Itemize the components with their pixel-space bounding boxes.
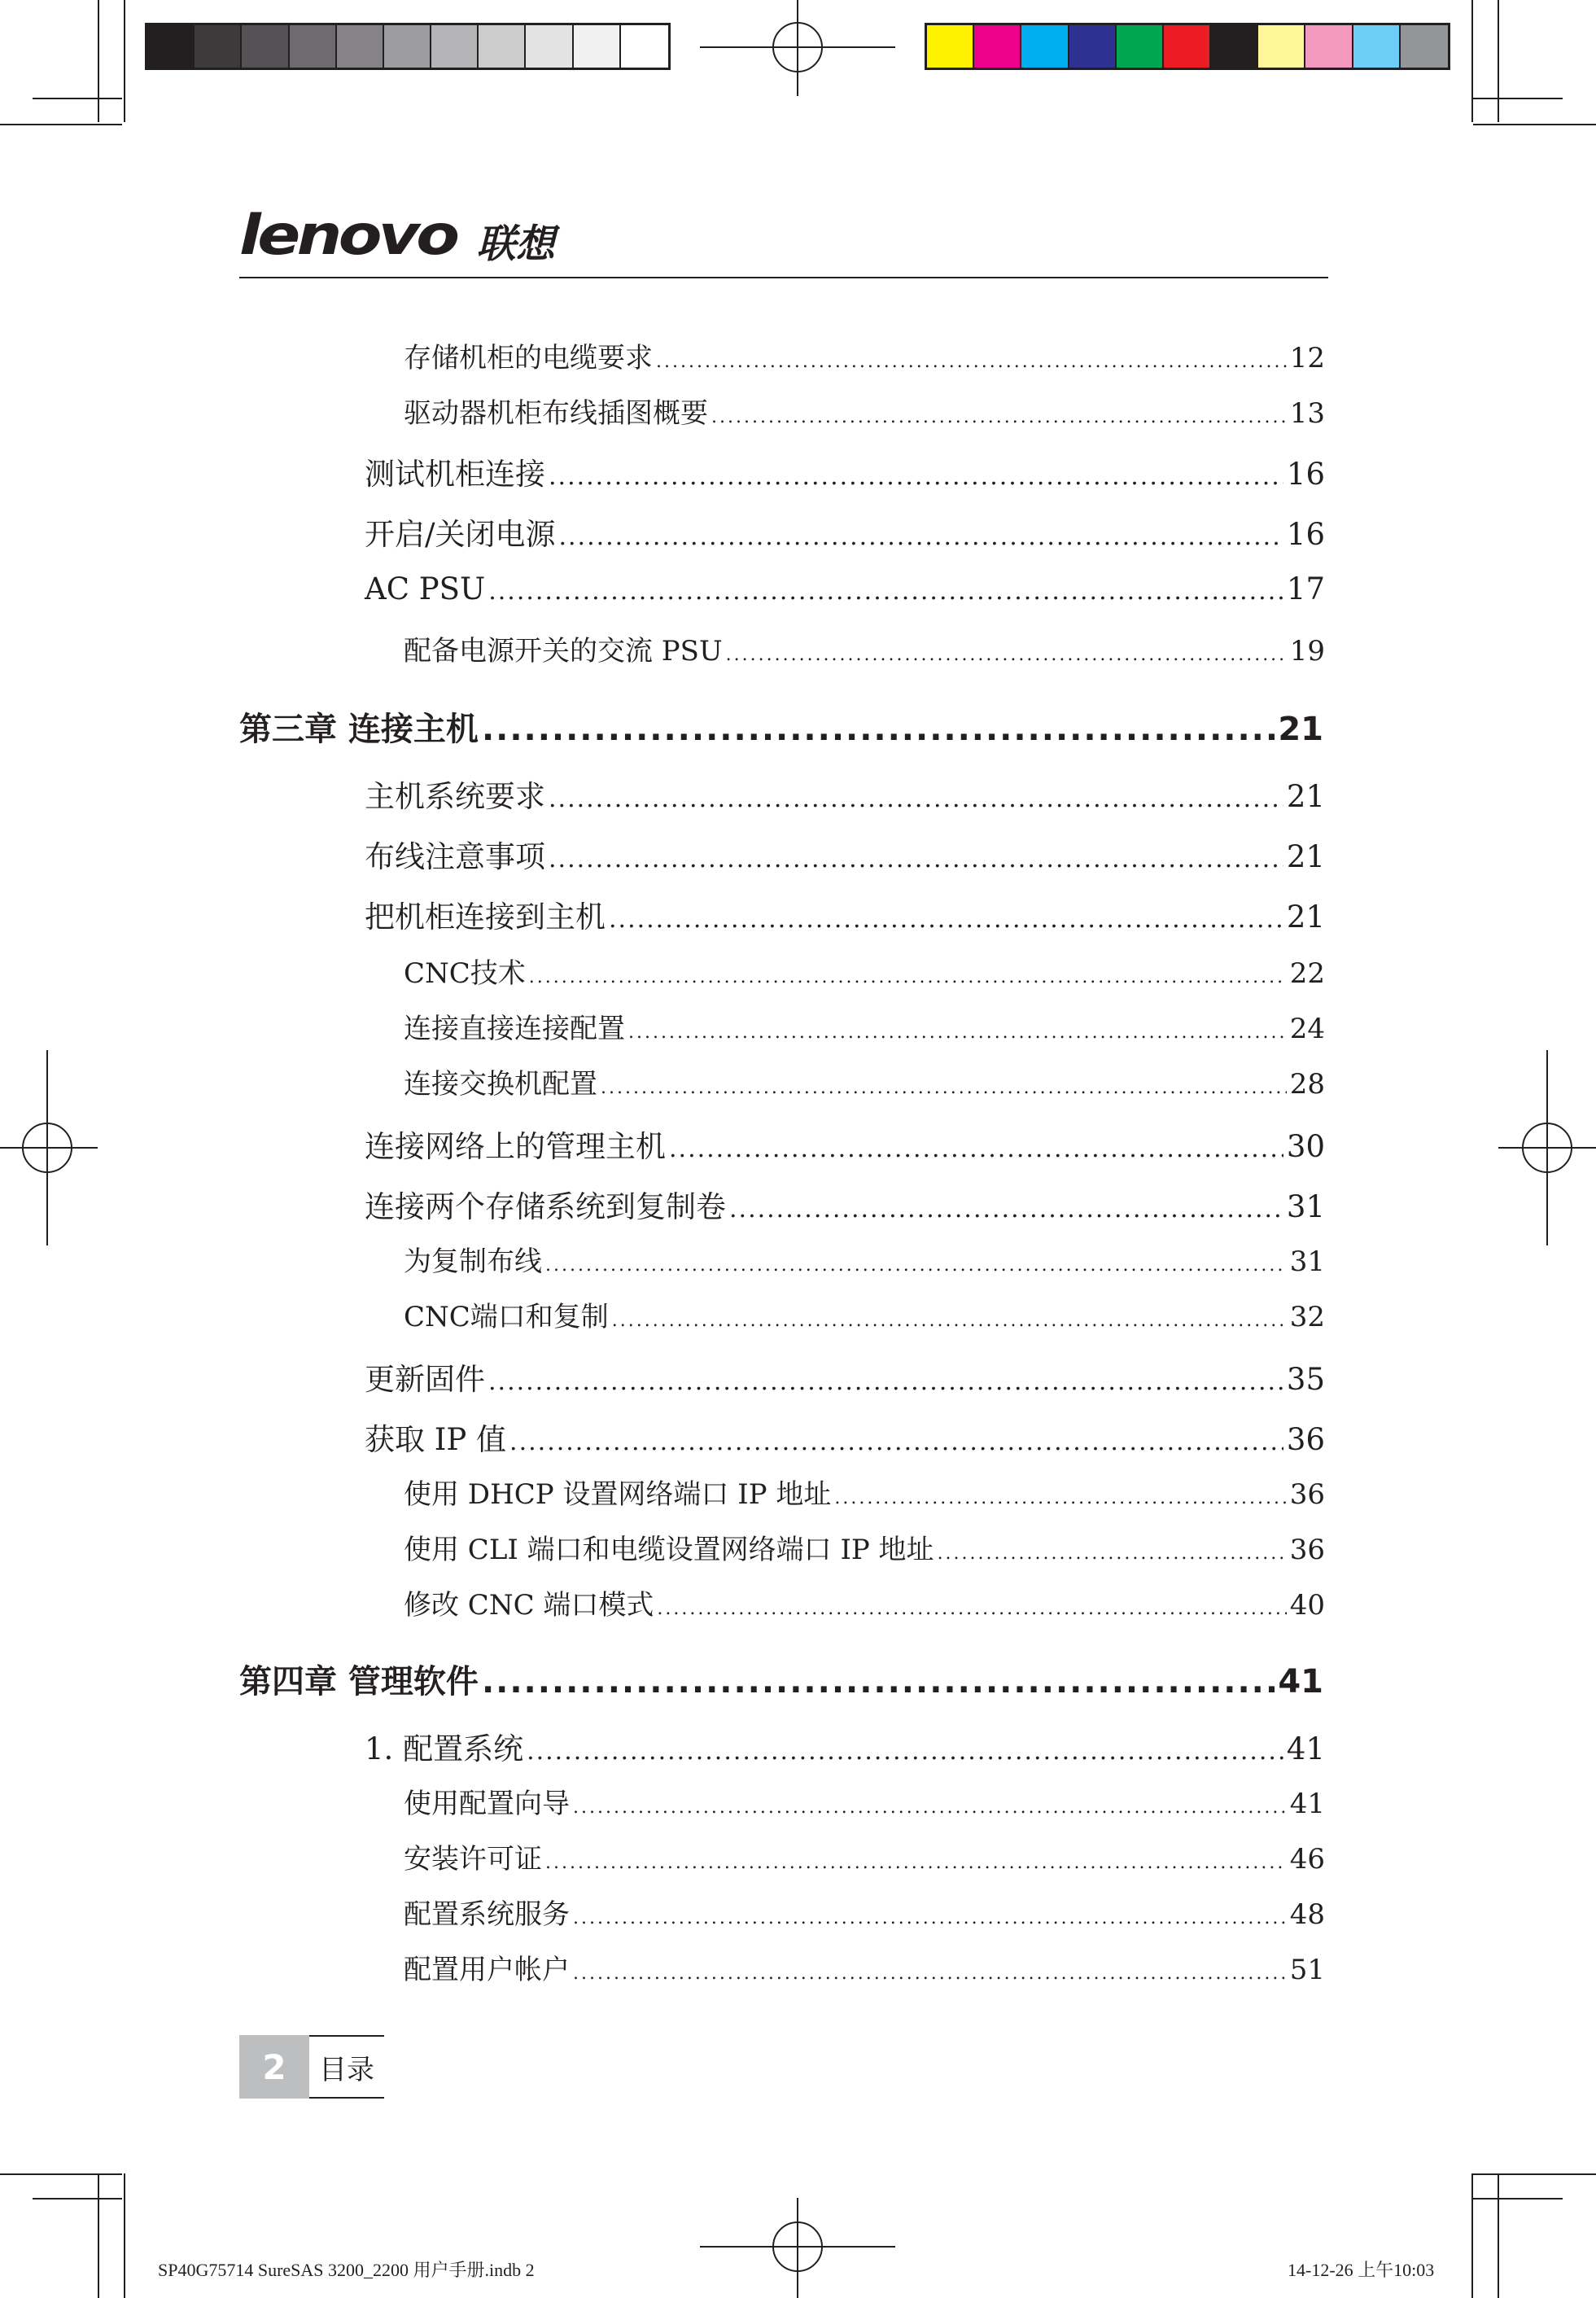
toc-entry-page: 36 <box>1289 1534 1325 1566</box>
toc-entry-page: 35 <box>1286 1362 1325 1397</box>
toc-entry-page: 21 <box>1286 779 1325 814</box>
toc-dot-leader <box>545 1255 1287 1276</box>
process-color-bar <box>925 23 1450 70</box>
crop-mark <box>1471 2173 1473 2298</box>
color-swatch <box>337 25 384 68</box>
crop-mark <box>1471 0 1473 122</box>
toc-dot-leader <box>938 1543 1287 1564</box>
toc-entry-title: 使用 DHCP 设置网络端口 IP 地址 <box>404 1478 832 1511</box>
toc-entry[interactable] <box>404 1892 1325 1932</box>
color-swatch <box>1021 25 1069 68</box>
toc-entry[interactable] <box>404 1582 1325 1622</box>
crop-mark <box>124 2173 125 2298</box>
color-swatch <box>1211 25 1258 68</box>
crop-mark <box>98 0 99 122</box>
toc-entry[interactable] <box>365 892 1325 936</box>
toc-dot-leader <box>488 577 1283 606</box>
toc-entry-page: 24 <box>1289 1013 1325 1045</box>
toc-entry-page: 41 <box>1289 1788 1325 1820</box>
toc-dot-leader <box>573 1797 1287 1818</box>
toc-dot-leader <box>573 1908 1287 1928</box>
toc-entry-title: 连接两个存储系统到复制卷 <box>365 1189 726 1224</box>
toc-entry-page: 21 <box>1286 839 1325 874</box>
toc-entry[interactable] <box>404 1294 1325 1334</box>
page-number: 2 <box>239 2035 309 2099</box>
toc-dot-leader <box>488 1368 1283 1396</box>
toc-dot-leader <box>657 1599 1286 1619</box>
toc-entry-title: AC PSU <box>365 571 486 606</box>
toc-entry[interactable] <box>404 951 1325 991</box>
toc-entry-title: 第三章 连接主机 <box>239 711 479 748</box>
crop-mark <box>1473 124 1596 125</box>
color-swatch <box>431 25 479 68</box>
toc-entry-page: 51 <box>1289 1954 1325 1986</box>
toc-dot-leader <box>509 1428 1283 1456</box>
toc-entry[interactable] <box>404 1947 1325 1987</box>
toc-entry-page: 41 <box>1278 1663 1323 1701</box>
toc-dot-leader <box>529 967 1287 987</box>
toc-entry-title: CNC端口和复制 <box>404 1301 609 1333</box>
toc-entry-page: 31 <box>1289 1245 1325 1278</box>
toc-entry-title: 为复制布线 <box>404 1245 542 1278</box>
color-swatch <box>927 25 974 68</box>
registration-mark-icon <box>700 0 895 98</box>
toc-entry-page: 32 <box>1289 1301 1325 1333</box>
toc-entry[interactable] <box>365 772 1325 816</box>
logo-wordmark: lenovo <box>239 204 457 268</box>
toc-entry-title: 驱动器机柜布线插图概要 <box>404 397 708 430</box>
toc-entry-page: 36 <box>1286 1422 1325 1457</box>
color-swatch <box>1164 25 1211 68</box>
toc-dot-leader <box>601 1078 1287 1098</box>
toc-entry[interactable] <box>404 628 1325 668</box>
toc-dot-leader <box>656 352 1287 372</box>
crop-mark <box>33 2198 122 2200</box>
registration-mark-icon <box>700 2198 895 2298</box>
toc-dot-leader <box>549 785 1283 813</box>
toc-dot-leader <box>573 1963 1287 1984</box>
color-swatch <box>1069 25 1117 68</box>
toc-entry-title: 连接直接连接配置 <box>404 1013 625 1045</box>
toc-entry-page: 17 <box>1286 571 1325 606</box>
toc-entry[interactable] <box>404 1781 1325 1821</box>
toc-entry-title: 主机系统要求 <box>365 779 545 814</box>
color-swatch <box>621 25 668 68</box>
toc-dot-leader <box>482 1663 1275 1701</box>
toc-entry-page: 16 <box>1286 457 1325 492</box>
toc-dot-leader <box>628 1022 1287 1043</box>
color-swatch <box>384 25 431 68</box>
color-swatch <box>290 25 337 68</box>
toc-entry-title: 更新固件 <box>365 1362 485 1397</box>
toc-entry-page: 40 <box>1289 1589 1325 1622</box>
toc-chapter-entry[interactable] <box>239 703 1323 750</box>
toc-entry-page: 21 <box>1278 711 1323 748</box>
toc-entry[interactable] <box>404 1006 1325 1046</box>
registration-mark-icon <box>0 1050 98 1245</box>
toc-entry-title: 安装许可证 <box>404 1843 542 1876</box>
toc-entry-page: 36 <box>1289 1478 1325 1511</box>
toc-entry-page: 22 <box>1289 957 1325 990</box>
crop-mark <box>98 2173 99 2298</box>
toc-dot-leader <box>482 711 1275 748</box>
crop-mark <box>1473 2173 1596 2175</box>
slug-filename: SP40G75714 SureSAS 3200_2200 用户手册.indb 2 <box>158 2260 535 2280</box>
toc-entry[interactable] <box>404 391 1325 431</box>
toc-entry-page: 28 <box>1289 1068 1325 1101</box>
toc-entry-page: 12 <box>1289 342 1325 374</box>
toc-entry[interactable] <box>365 832 1325 876</box>
crop-mark <box>1498 0 1499 122</box>
toc-entry[interactable] <box>365 1724 1325 1768</box>
toc-entry-title: 把机柜连接到主机 <box>365 900 606 935</box>
toc-entry-title: 配备电源开关的交流 PSU <box>404 635 723 668</box>
color-swatch <box>1353 25 1401 68</box>
toc-dot-leader <box>726 645 1287 665</box>
toc-entry-title: 存储机柜的电缆要求 <box>404 342 653 374</box>
color-swatch <box>242 25 289 68</box>
toc-dot-leader <box>549 845 1283 873</box>
toc-entry-title: 获取 IP 值 <box>365 1422 507 1457</box>
toc-entry[interactable] <box>365 1122 1325 1166</box>
toc-entry-title: CNC技术 <box>404 957 526 990</box>
toc-entry[interactable] <box>404 1061 1325 1101</box>
toc-entry-page: 16 <box>1286 517 1325 552</box>
toc-entry[interactable] <box>365 1355 1325 1398</box>
slug-timestamp: 14-12-26 上午10:03 <box>1288 2260 1435 2280</box>
toc-entry-title: 修改 CNC 端口模式 <box>404 1589 654 1622</box>
toc-entry[interactable] <box>365 510 1325 554</box>
grayscale-color-bar <box>145 23 671 70</box>
toc-entry-page: 13 <box>1289 397 1325 430</box>
toc-entry-title: 配置系统服务 <box>404 1898 570 1931</box>
toc-entry[interactable] <box>365 1182 1325 1226</box>
lenovo-logo <box>239 204 555 268</box>
toc-dot-leader <box>612 1311 1287 1331</box>
color-swatch <box>1258 25 1305 68</box>
crop-mark <box>33 98 122 99</box>
toc-dot-leader <box>527 1737 1283 1766</box>
color-swatch <box>574 25 621 68</box>
toc-entry-title: 开启/关闭电源 <box>365 517 556 552</box>
toc-dot-leader <box>711 407 1287 427</box>
toc-entry[interactable] <box>404 1836 1325 1876</box>
toc-entry-title: 第四章 管理软件 <box>239 1663 479 1701</box>
crop-mark <box>1473 98 1563 99</box>
toc-entry-title: 布线注意事项 <box>365 839 545 874</box>
crop-mark <box>0 124 122 125</box>
toc-entry-page: 30 <box>1286 1129 1325 1164</box>
crop-mark <box>0 2173 122 2175</box>
footer-tab <box>239 2035 384 2099</box>
toc-entry[interactable] <box>404 1239 1325 1279</box>
toc-entry[interactable] <box>404 335 1325 375</box>
toc-entry[interactable] <box>365 1415 1325 1459</box>
crop-mark <box>1498 2173 1499 2298</box>
toc-dot-leader <box>609 905 1283 934</box>
color-swatch <box>1401 25 1448 68</box>
logo-chinese: 联想 <box>476 221 555 267</box>
toc-entry-title: 使用配置向导 <box>404 1788 570 1820</box>
color-swatch <box>974 25 1021 68</box>
toc-entry-title: 使用 CLI 端口和电缆设置网络端口 IP 地址 <box>404 1534 934 1566</box>
color-swatch <box>479 25 526 68</box>
toc-entry-title: 连接交换机配置 <box>404 1068 597 1101</box>
toc-entry-page: 48 <box>1289 1898 1325 1931</box>
toc-entry-title: 测试机柜连接 <box>365 457 545 492</box>
toc-entry-page: 21 <box>1286 900 1325 935</box>
toc-dot-leader <box>545 1853 1287 1873</box>
section-label: 目录 <box>309 2035 384 2099</box>
toc-dot-leader <box>834 1488 1286 1508</box>
header-rule <box>239 277 1328 278</box>
toc-entry-page: 46 <box>1289 1843 1325 1876</box>
toc-entry-title: 连接网络上的管理主机 <box>365 1129 666 1164</box>
toc-entry-title: 1. 配置系统 <box>365 1731 524 1766</box>
color-swatch <box>147 25 195 68</box>
toc-dot-leader <box>729 1195 1283 1223</box>
toc-dot-leader <box>669 1135 1283 1163</box>
color-swatch <box>1117 25 1164 68</box>
toc-dot-leader <box>558 523 1283 551</box>
toc-entry-title: 配置用户帐户 <box>404 1954 570 1986</box>
color-swatch <box>195 25 242 68</box>
color-swatch <box>1305 25 1353 68</box>
toc-entry-page: 19 <box>1289 635 1325 668</box>
toc-entry[interactable] <box>404 1527 1325 1567</box>
crop-mark <box>1473 2198 1563 2200</box>
color-swatch <box>526 25 573 68</box>
toc-entry-page: 41 <box>1286 1731 1325 1766</box>
registration-mark-icon <box>1498 1050 1596 1245</box>
toc-entry[interactable] <box>365 449 1325 493</box>
toc-entry[interactable] <box>404 1472 1325 1512</box>
toc-entry[interactable] <box>365 571 1325 606</box>
toc-entry-page: 31 <box>1286 1189 1325 1224</box>
crop-mark <box>124 0 125 122</box>
toc-dot-leader <box>549 462 1283 491</box>
toc-chapter-entry[interactable] <box>239 1656 1323 1702</box>
